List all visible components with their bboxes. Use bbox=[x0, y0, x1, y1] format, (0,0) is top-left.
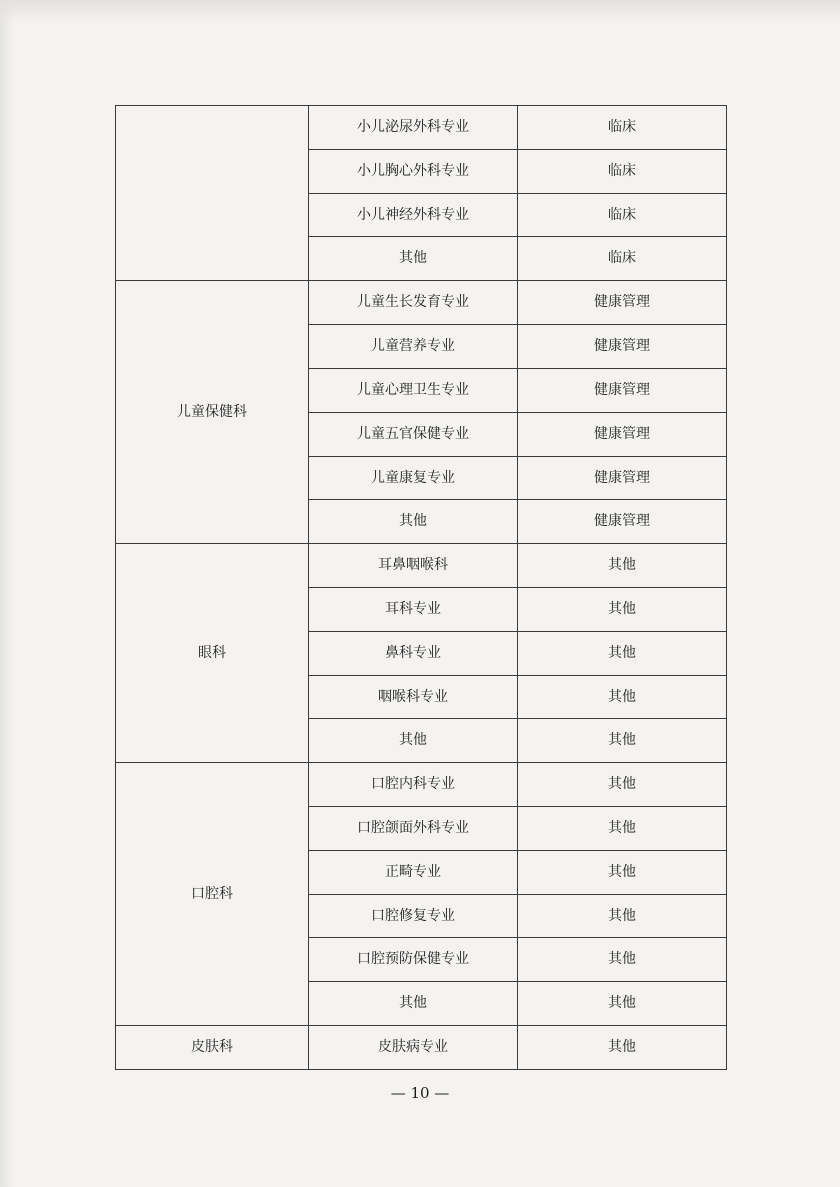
category-cell: 健康管理 bbox=[518, 456, 727, 500]
page-number: — 10 — bbox=[390, 1084, 450, 1102]
specialty-cell: 咽喉科专业 bbox=[309, 675, 518, 719]
specialty-cell: 儿童生长发育专业 bbox=[309, 281, 518, 325]
specialty-cell: 小儿胸心外科专业 bbox=[309, 149, 518, 193]
table-row bbox=[116, 281, 727, 325]
specialty-cell: 小儿神经外科专业 bbox=[309, 193, 518, 237]
category-cell: 健康管理 bbox=[518, 325, 727, 369]
specialty-cell: 耳鼻咽喉科 bbox=[309, 544, 518, 588]
specialty-cell: 儿童心理卫生专业 bbox=[309, 368, 518, 412]
category-cell: 其他 bbox=[518, 763, 727, 807]
category-cell: 临床 bbox=[518, 149, 727, 193]
category-cell: 临床 bbox=[518, 193, 727, 237]
specialty-cell: 小儿泌尿外科专业 bbox=[309, 106, 518, 150]
table-body bbox=[116, 106, 727, 1070]
department-cell: 口腔科 bbox=[116, 763, 309, 1026]
specialty-cell: 儿童康复专业 bbox=[309, 456, 518, 500]
specialty-cell: 其他 bbox=[309, 719, 518, 763]
specialty-cell: 其他 bbox=[309, 500, 518, 544]
category-cell: 临床 bbox=[518, 106, 727, 150]
department-cell: 皮肤科 bbox=[116, 1026, 309, 1070]
specialty-cell: 儿童五官保健专业 bbox=[309, 412, 518, 456]
specialty-cell: 耳科专业 bbox=[309, 587, 518, 631]
category-cell: 其他 bbox=[518, 587, 727, 631]
category-cell: 健康管理 bbox=[518, 500, 727, 544]
specialty-cell: 口腔修复专业 bbox=[309, 894, 518, 938]
department-cell: 儿童保健科 bbox=[116, 281, 309, 544]
table-row bbox=[116, 1026, 727, 1070]
specialty-cell: 正畸专业 bbox=[309, 850, 518, 894]
specialty-cell: 口腔预防保健专业 bbox=[309, 938, 518, 982]
scan-shadow-left bbox=[0, 0, 14, 1187]
category-cell: 其他 bbox=[518, 675, 727, 719]
category-cell: 其他 bbox=[518, 894, 727, 938]
specialty-cell: 其他 bbox=[309, 237, 518, 281]
specialty-cell: 口腔颌面外科专业 bbox=[309, 807, 518, 851]
category-cell: 健康管理 bbox=[518, 412, 727, 456]
department-cell bbox=[116, 106, 309, 281]
category-cell: 其他 bbox=[518, 807, 727, 851]
category-cell: 其他 bbox=[518, 982, 727, 1026]
category-cell: 其他 bbox=[518, 631, 727, 675]
category-cell: 其他 bbox=[518, 1026, 727, 1070]
category-cell: 健康管理 bbox=[518, 368, 727, 412]
category-cell: 其他 bbox=[518, 850, 727, 894]
department-specialty-table bbox=[115, 105, 727, 1070]
category-cell: 其他 bbox=[518, 544, 727, 588]
scan-shadow-top bbox=[0, 0, 840, 22]
specialty-cell: 鼻科专业 bbox=[309, 631, 518, 675]
category-cell: 健康管理 bbox=[518, 281, 727, 325]
category-cell: 临床 bbox=[518, 237, 727, 281]
specialty-cell: 口腔内科专业 bbox=[309, 763, 518, 807]
table-row bbox=[116, 763, 727, 807]
table-row bbox=[116, 544, 727, 588]
category-cell: 其他 bbox=[518, 938, 727, 982]
specialty-cell: 儿童营养专业 bbox=[309, 325, 518, 369]
category-cell: 其他 bbox=[518, 719, 727, 763]
department-cell: 眼科 bbox=[116, 544, 309, 763]
table-row bbox=[116, 106, 727, 150]
specialty-cell: 皮肤病专业 bbox=[309, 1026, 518, 1070]
specialty-cell: 其他 bbox=[309, 982, 518, 1026]
